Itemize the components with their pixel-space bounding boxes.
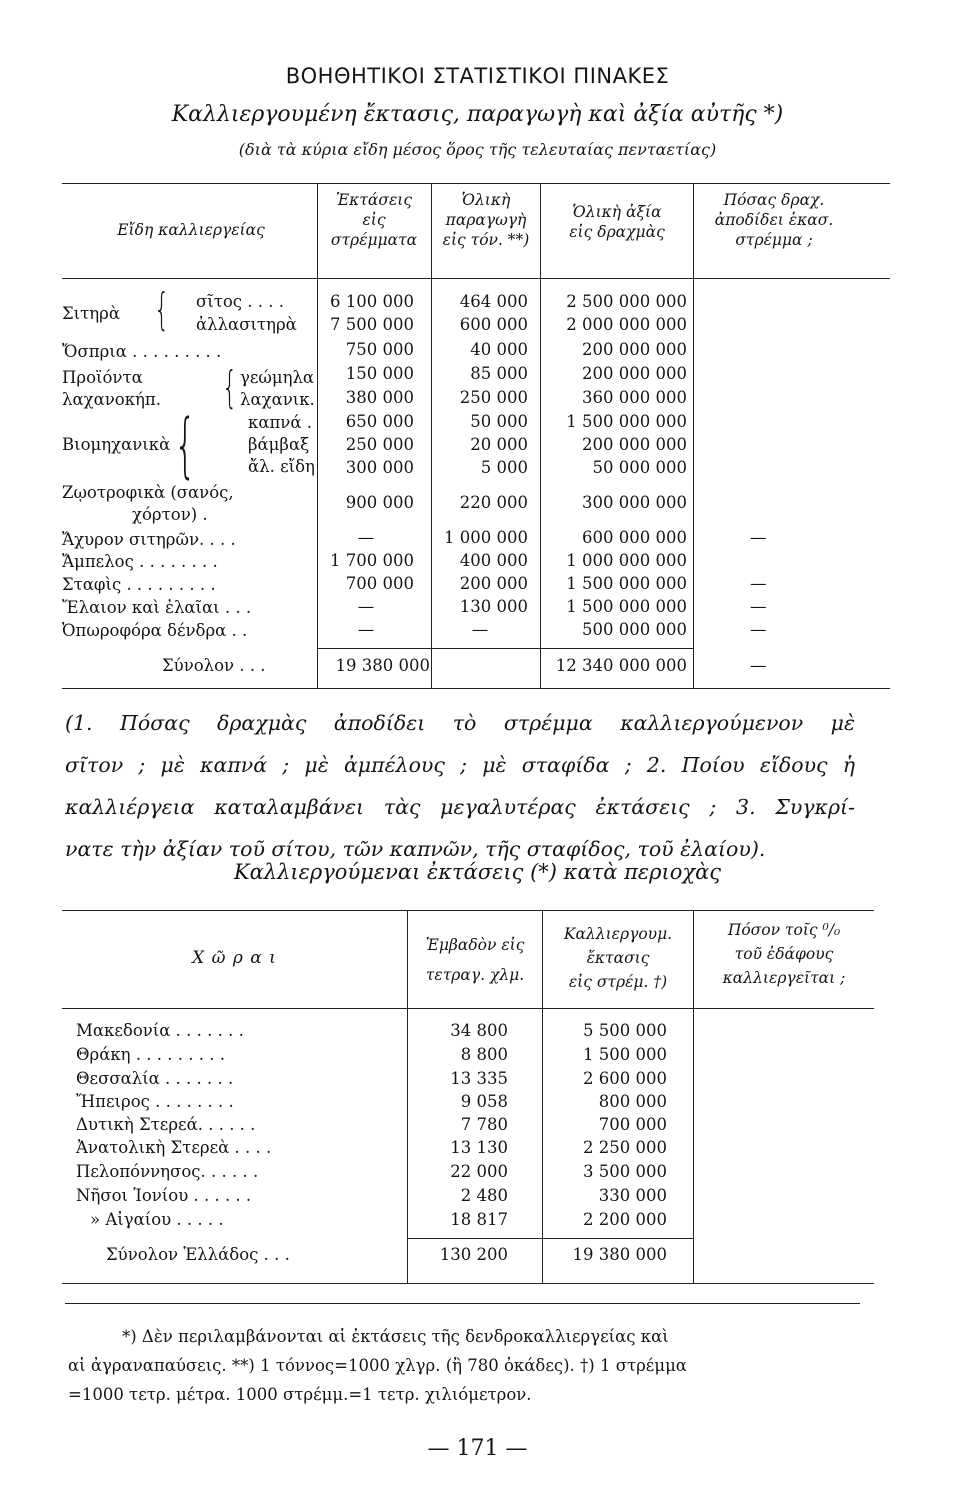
prod-cell: 1 000 000: [444, 528, 528, 547]
brace-icon: {: [154, 284, 170, 335]
area-cell: —: [357, 528, 375, 547]
area-cell: 380 000: [345, 388, 414, 407]
yield-cell: —: [750, 620, 767, 639]
yield-cell: —: [750, 574, 767, 593]
total-label: Σύνολον Ἑλλάδος . . .: [106, 1245, 290, 1264]
total-label: Σύνολον . . .: [162, 656, 266, 675]
cultivated-cell: 5 500 000: [583, 1021, 667, 1040]
table1-header-rule: [62, 278, 890, 279]
table2-title: Καλλιεργούμεναι ἐκτάσεις (*) κατὰ περιοχὰς: [233, 860, 722, 884]
area-cell: 150 000: [345, 364, 414, 383]
group-industrial: Βιομηχανικὰ: [62, 435, 171, 454]
region-label: Ἤπειρος . . . . . . . .: [76, 1092, 234, 1111]
table2-top-rule: [62, 910, 874, 911]
cultivated-cell: 700 000: [598, 1115, 667, 1134]
surface-total: 130 200: [439, 1245, 508, 1264]
surface-cell: 18 817: [450, 1210, 508, 1229]
prod-cell: 50 000: [470, 412, 528, 431]
row-label: καπνά .: [248, 413, 312, 432]
prod-cell: 85 000: [470, 364, 528, 383]
region-label: Θεσσαλία . . . . . . .: [76, 1069, 234, 1088]
table1-sum-rule: [318, 648, 693, 649]
page-number: — 171 —: [427, 1436, 528, 1461]
table1-top-rule: [62, 183, 890, 184]
footnote-line: =1000 τετρ. μέτρα. 1000 στρέμμ.=1 τετρ. χιλιόμετρον.: [68, 1385, 532, 1404]
area-cell: 6 100 000: [330, 292, 414, 311]
surface-cell: 34 800: [450, 1021, 508, 1040]
row-label: Ἄμπελος . . . . . . . .: [62, 552, 218, 571]
prod-cell: 20 000: [470, 435, 528, 454]
region-label: Θράκη . . . . . . . . .: [76, 1045, 225, 1064]
value-cell: 360 000 000: [582, 388, 687, 407]
value-cell: 300 000 000: [582, 493, 687, 512]
cultivated-cell: 2 600 000: [583, 1069, 667, 1088]
table1-title: Καλλιεργουμένη ἔκτασις, παραγωγὴ καὶ ἀξία αὐτῆς *): [171, 102, 784, 127]
header-crop-kind: Εἴδη καλλιεργείας: [117, 221, 265, 239]
yield-total: —: [750, 656, 767, 675]
group-fodder-1: Ζῳοτροφικὰ (σανός,: [62, 483, 234, 502]
table1-bottom-rule: [62, 688, 890, 689]
row-label: Σταφὶς . . . . . . . . .: [62, 575, 216, 594]
value-cell: 2 500 000 000: [566, 292, 687, 311]
table2-bottom-rule: [62, 1283, 874, 1284]
area-total: 19 380 000: [335, 656, 430, 675]
row-label: Ἄχυρον σιτηρῶν. . . .: [62, 530, 236, 549]
row-label: Ἔλαιον καὶ ἐλαῖαι . . .: [62, 598, 252, 617]
row-label: σῖτος . . . .: [196, 292, 284, 311]
area-cell: 7 500 000: [330, 315, 414, 334]
area-cell: 750 000: [345, 340, 414, 359]
value-total: 12 340 000 000: [555, 656, 687, 675]
surface-cell: 8 800: [460, 1045, 508, 1064]
region-label: Νῆσοι Ἰονίου . . . . . .: [76, 1186, 252, 1205]
table2-sum-rule: [408, 1238, 693, 1239]
header-value: Ὁλικὴ ἀξία εἰς δραχμὰς: [569, 203, 665, 241]
value-cell: 600 000 000: [582, 528, 687, 547]
header-surface: Ἐμβαδὸν εἰς τετραγ. χλμ.: [425, 936, 525, 984]
value-cell: 500 000 000: [582, 620, 687, 639]
surface-cell: 2 480: [460, 1186, 508, 1205]
group-fodder-2: χόρτον) .: [132, 505, 208, 524]
area-cell: 700 000: [345, 574, 414, 593]
area-cell: 250 000: [345, 435, 414, 454]
region-label: Πελοπόννησος. . . . . .: [76, 1162, 259, 1181]
surface-cell: 9 058: [460, 1092, 508, 1111]
surface-cell: 22 000: [450, 1162, 508, 1181]
header-yield: Πόσας δραχ. ἀποδίδει ἑκασ. στρέμμα ;: [714, 191, 834, 249]
area-cell: 300 000: [345, 458, 414, 477]
col-divider-4: [693, 183, 694, 688]
footnote-line: αἱ ἀγραναπαύσεις. **) 1 τόννος=1000 χλγρ. (ἢ 780 ὀκάδες). †) 1 στρέμμα: [68, 1356, 687, 1375]
cultivated-cell: 330 000: [598, 1186, 667, 1205]
region-label: Μακεδονία . . . . . . .: [76, 1021, 244, 1040]
cultivated-cell: 2 200 000: [583, 1210, 667, 1229]
surface-cell: 13 130: [450, 1138, 508, 1157]
header-production: Ὁλικὴ παραγωγὴ εἰς τόν. **): [442, 191, 530, 249]
region-label: Δυτικὴ Στερεά. . . . . .: [76, 1115, 256, 1134]
cultivated-total: 19 380 000: [572, 1245, 667, 1264]
group-cereals: Σιτηρὰ: [62, 304, 120, 323]
brace-icon: {: [174, 404, 197, 486]
question-line: (1. Πόσας δραχμὰς ἀποδίδει τὸ στρέμμα καλλιεργούμενον μὲ: [65, 711, 855, 735]
row-label: ἄλ. εἴδη: [248, 457, 315, 476]
row-label: βάμβαξ: [248, 435, 310, 454]
row-label: Ὄσπρια . . . . . . . . .: [62, 342, 222, 361]
cultivated-cell: 2 250 000: [583, 1138, 667, 1157]
value-cell: 50 000 000: [592, 458, 687, 477]
row-label: ἀλλασιτηρὰ: [196, 315, 297, 334]
group-garden-1: Προϊόντα: [62, 368, 143, 387]
value-cell: 200 000 000: [582, 435, 687, 454]
value-cell: 1 500 000 000: [566, 412, 687, 431]
prod-cell: 250 000: [459, 388, 528, 407]
value-cell: 1 500 000 000: [566, 574, 687, 593]
question-line: νατε τὴν ἀξίαν τοῦ σίτου, τῶν καπνῶν, τῆς σταφίδος, τοῦ ἐλαίου).: [65, 837, 766, 861]
footnote: [68, 1322, 861, 1409]
cultivated-cell: 3 500 000: [583, 1162, 667, 1181]
prod-cell: 40 000: [470, 340, 528, 359]
value-cell: 200 000 000: [582, 364, 687, 383]
prod-cell: —: [471, 620, 489, 639]
value-cell: 200 000 000: [582, 340, 687, 359]
page-title: ΒΟΗΘΗΤΙΚΟΙ ΣΤΑΤΙΣΤΙΚΟΙ ΠΙΝΑΚΕΣ: [285, 64, 670, 88]
prod-cell: 200 000: [459, 574, 528, 593]
yield-cell: —: [750, 528, 767, 547]
region-label: » Αἰγαίου . . . . .: [90, 1210, 224, 1229]
group-garden-2: λαχανοκήπ.: [62, 390, 161, 409]
prod-cell: 600 000: [459, 315, 528, 334]
yield-cell: —: [750, 597, 767, 616]
area-cell: 1 700 000: [330, 551, 414, 570]
questions-paragraph: [65, 702, 855, 870]
area-cell: —: [357, 620, 375, 639]
question-line: σῖτον ; μὲ καπνά ; μὲ ἀμπέλους ; μὲ σταφίδα ; 2. Ποίου εἴδους ἡ: [65, 753, 855, 777]
header-regions: Χ ῶ ρ α ι: [192, 948, 277, 968]
header-cultivated: Καλλιεργουμ. ἔκτασις εἰς στρέμ. †): [563, 925, 673, 991]
table2-header-rule: [62, 1008, 874, 1009]
value-cell: 1 500 000 000: [566, 597, 687, 616]
cultivated-cell: 800 000: [598, 1092, 667, 1111]
area-cell: —: [357, 597, 375, 616]
header-percent: Πόσον τοῖς ⁰/₀ τοῦ ἐδάφους καλλιεργεῖται ;: [722, 921, 846, 987]
question-line: καλλιέργεια καταλαμβάνει τὰς μεγαλυτέρας ἐκτάσεις ; 3. Συγκρί-: [65, 795, 855, 819]
row-label: γεώμηλα: [240, 368, 315, 387]
value-cell: 2 000 000 000: [566, 315, 687, 334]
prod-cell: 400 000: [459, 551, 528, 570]
cultivated-cell: 1 500 000: [583, 1045, 667, 1064]
footnote-line: *) Δὲν περιλαμβάνονται αἱ ἐκτάσεις τῆς δενδροκαλλιεργείας καὶ: [122, 1327, 669, 1346]
row-label: λαχανικ.: [240, 390, 315, 409]
prod-cell: 130 000: [459, 597, 528, 616]
value-cell: 1 000 000 000: [566, 551, 687, 570]
prod-cell: 220 000: [459, 493, 528, 512]
prod-cell: 464 000: [459, 292, 528, 311]
area-cell: 650 000: [345, 412, 414, 431]
footnote-rule: [65, 1303, 860, 1304]
row-label: Ὀπωροφόρα δένδρα . .: [62, 621, 248, 640]
table1-subtitle: (διὰ τὰ κύρια εἴδη μέσος ὅρος τῆς τελευταίας πενταετίας): [238, 140, 717, 159]
prod-cell: 5 000: [480, 458, 528, 477]
surface-cell: 13 335: [450, 1069, 508, 1088]
surface-cell: 7 780: [460, 1115, 508, 1134]
brace-icon: {: [222, 362, 238, 413]
header-area: Ἐκτάσεις εἰς στρέμματα: [330, 191, 418, 249]
region-label: Ἀνατολικὴ Στερεὰ . . . .: [76, 1138, 272, 1157]
area-cell: 900 000: [345, 493, 414, 512]
